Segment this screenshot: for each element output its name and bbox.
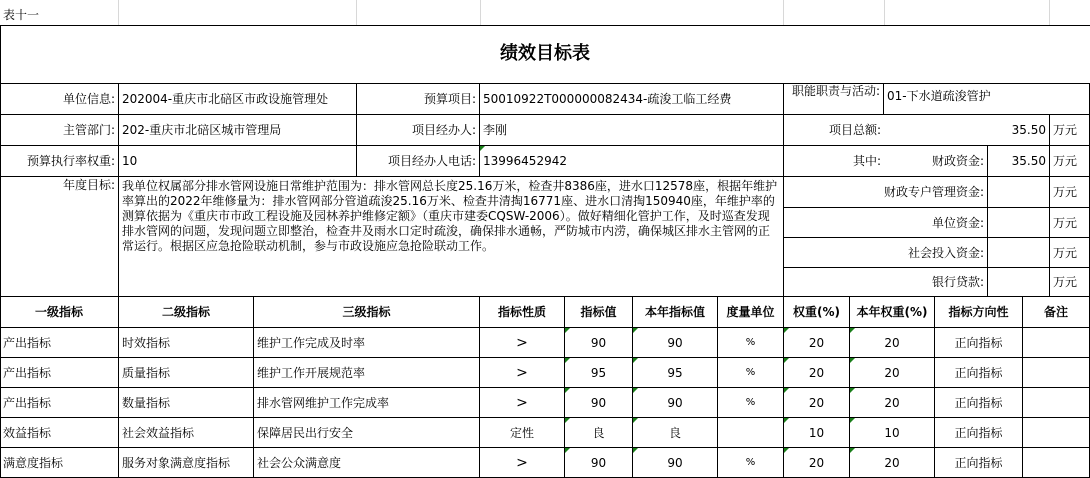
table-cell-unit[interactable]: % xyxy=(718,358,784,388)
table-cell-year-value[interactable]: 90 xyxy=(633,328,718,358)
table-cell-l3[interactable]: 维护工作开展规范率 xyxy=(254,358,480,388)
table-cell-l3[interactable]: 保障居民出行安全 xyxy=(254,418,480,448)
table-cell-weight[interactable]: 20 xyxy=(784,448,850,478)
bank-value[interactable] xyxy=(988,268,1050,297)
table-cell-year-weight[interactable]: 20 xyxy=(850,328,935,358)
bank-unit: 万元 xyxy=(1050,268,1090,297)
table-cell-nature[interactable]: > xyxy=(480,328,565,358)
table-cell-value[interactable]: 90 xyxy=(565,388,633,418)
special-unit: 万元 xyxy=(1050,177,1090,208)
total-value[interactable]: 35.50 xyxy=(884,115,1050,146)
table-cell-weight[interactable]: 20 xyxy=(784,388,850,418)
table-cell-note[interactable] xyxy=(1023,448,1090,478)
total-label: 项目总额: xyxy=(784,115,884,146)
table-cell-year-weight[interactable]: 10 xyxy=(850,418,935,448)
table-cell-unit[interactable]: % xyxy=(718,328,784,358)
table-cell-year-value[interactable]: 良 xyxy=(633,418,718,448)
table-cell-direction[interactable]: 正向指标 xyxy=(935,448,1023,478)
table-cell-year-weight[interactable]: 20 xyxy=(850,358,935,388)
table-cell-year-weight[interactable]: 20 xyxy=(850,448,935,478)
phone-value[interactable]: 13996452942 xyxy=(480,146,784,177)
table-cell-nature[interactable]: > xyxy=(480,388,565,418)
social-label: 社会投入资金: xyxy=(784,238,988,268)
table-cell-unit[interactable]: % xyxy=(718,388,784,418)
manager-value[interactable]: 李刚 xyxy=(480,115,784,146)
table-cell-l2: 服务对象满意度指标 xyxy=(119,448,254,478)
table-cell-note[interactable] xyxy=(1023,328,1090,358)
table-cell-note[interactable] xyxy=(1023,358,1090,388)
col-header-value: 指标值 xyxy=(565,297,633,328)
fiscal-unit: 万元 xyxy=(1050,146,1090,177)
table-cell-l1: 满意度指标 xyxy=(0,448,119,478)
sheet-label: 表十一 xyxy=(3,8,40,22)
table-cell-year-value[interactable]: 90 xyxy=(633,388,718,418)
table-cell-value[interactable]: 95 xyxy=(565,358,633,388)
budget-item-label: 预算项目: xyxy=(357,84,480,115)
table-cell-l2: 数量指标 xyxy=(119,388,254,418)
bank-label: 银行贷款: xyxy=(784,268,988,297)
table-cell-value[interactable]: 90 xyxy=(565,448,633,478)
page-title: 绩效目标表 xyxy=(0,25,1090,84)
dept-label: 主管部门: xyxy=(0,115,119,146)
unit-label: 单位信息: xyxy=(0,84,119,115)
self-label: 单位资金: xyxy=(784,208,988,238)
fiscal-value[interactable]: 35.50 xyxy=(988,146,1050,177)
col-header-year-weight: 本年权重(%) xyxy=(850,297,935,328)
social-unit: 万元 xyxy=(1050,238,1090,268)
table-cell-l1: 产出指标 xyxy=(0,328,119,358)
table-cell-nature[interactable]: > xyxy=(480,358,565,388)
col-header-nature: 指标性质 xyxy=(480,297,565,328)
table-cell-year-value[interactable]: 90 xyxy=(633,448,718,478)
exec-weight-label: 预算执行率权重: xyxy=(0,146,119,177)
table-cell-note[interactable] xyxy=(1023,418,1090,448)
dept-value[interactable]: 202-重庆市北碚区城市管理局 xyxy=(119,115,357,146)
col-header-weight: 权重(%) xyxy=(784,297,850,328)
phone-label: 项目经办人电话: xyxy=(357,146,480,177)
exec-weight-value[interactable]: 10 xyxy=(119,146,357,177)
table-cell-l2: 时效指标 xyxy=(119,328,254,358)
table-cell-unit[interactable] xyxy=(718,418,784,448)
self-value[interactable] xyxy=(988,208,1050,238)
table-cell-year-weight[interactable]: 20 xyxy=(850,388,935,418)
col-header-note: 备注 xyxy=(1023,297,1090,328)
annual-goal-label: 年度目标: xyxy=(0,177,119,297)
function-label: 职能职责与活动: xyxy=(784,84,884,115)
budget-item-value[interactable]: 50010922T000000082434-疏浚工临工经费 xyxy=(480,84,784,115)
table-cell-l2: 社会效益指标 xyxy=(119,418,254,448)
table-cell-l3[interactable]: 社会公众满意度 xyxy=(254,448,480,478)
table-cell-unit[interactable]: % xyxy=(718,448,784,478)
table-cell-nature[interactable]: > xyxy=(480,448,565,478)
table-cell-l1: 效益指标 xyxy=(0,418,119,448)
table-cell-direction[interactable]: 正向指标 xyxy=(935,358,1023,388)
table-cell-nature[interactable]: 定性 xyxy=(480,418,565,448)
col-header-direction: 指标方向性 xyxy=(935,297,1023,328)
table-cell-l3[interactable]: 排水管网维护工作完成率 xyxy=(254,388,480,418)
table-cell-direction[interactable]: 正向指标 xyxy=(935,388,1023,418)
manager-label: 项目经办人: xyxy=(357,115,480,146)
unit-value[interactable]: 202004-重庆市北碚区市政设施管理处 xyxy=(119,84,357,115)
table-cell-note[interactable] xyxy=(1023,388,1090,418)
table-cell-year-value[interactable]: 95 xyxy=(633,358,718,388)
table-cell-direction[interactable]: 正向指标 xyxy=(935,418,1023,448)
annual-goal-text[interactable]: 我单位权属部分排水管网设施日常维护范围为：排水管网总长度25.16万米，检查井8386座，进水口12578座，根据年维护率算出的2022年维修量为：排水管网部分管道疏浚25.16万米、检查井清掏16771座、进水口清掏150940座，年维护率的测算依据为《重庆市市政工程设施及园林养护维修定额》（重庆市建委CQSW-2006）。做好精细化管护工作，及时巡查发现排水管网的问题，发现问题立即整治，检查井及雨水口定时疏浚，确保排水通畅，严防城市内涝，确保城区排水主管网的正常运行。根据区应急抢险联动机制，参与市政设施应急抢险联动工作。 xyxy=(119,177,784,297)
total-unit: 万元 xyxy=(1050,115,1090,146)
col-header-l2: 二级指标 xyxy=(119,297,254,328)
table-cell-l3[interactable]: 维护工作完成及时率 xyxy=(254,328,480,358)
self-unit: 万元 xyxy=(1050,208,1090,238)
col-header-l3: 三级指标 xyxy=(254,297,480,328)
table-cell-direction[interactable]: 正向指标 xyxy=(935,328,1023,358)
table-cell-weight[interactable]: 10 xyxy=(784,418,850,448)
table-cell-l1: 产出指标 xyxy=(0,358,119,388)
function-value[interactable]: 01-下水道疏浚管护 xyxy=(884,84,1090,115)
special-value[interactable] xyxy=(988,177,1050,208)
col-header-l1: 一级指标 xyxy=(0,297,119,328)
col-header-year-value: 本年指标值 xyxy=(633,297,718,328)
fiscal-label: 财政资金: xyxy=(884,146,988,177)
table-cell-l1: 产出指标 xyxy=(0,388,119,418)
sheet-grid-top xyxy=(0,0,1090,25)
table-cell-value[interactable]: 90 xyxy=(565,328,633,358)
special-label: 财政专户管理资金: xyxy=(784,177,988,208)
social-value[interactable] xyxy=(988,238,1050,268)
table-cell-value[interactable]: 良 xyxy=(565,418,633,448)
among-label: 其中: xyxy=(784,146,884,177)
table-cell-weight[interactable]: 20 xyxy=(784,358,850,388)
col-header-unit: 度量单位 xyxy=(718,297,784,328)
table-cell-l2: 质量指标 xyxy=(119,358,254,388)
table-cell-weight[interactable]: 20 xyxy=(784,328,850,358)
